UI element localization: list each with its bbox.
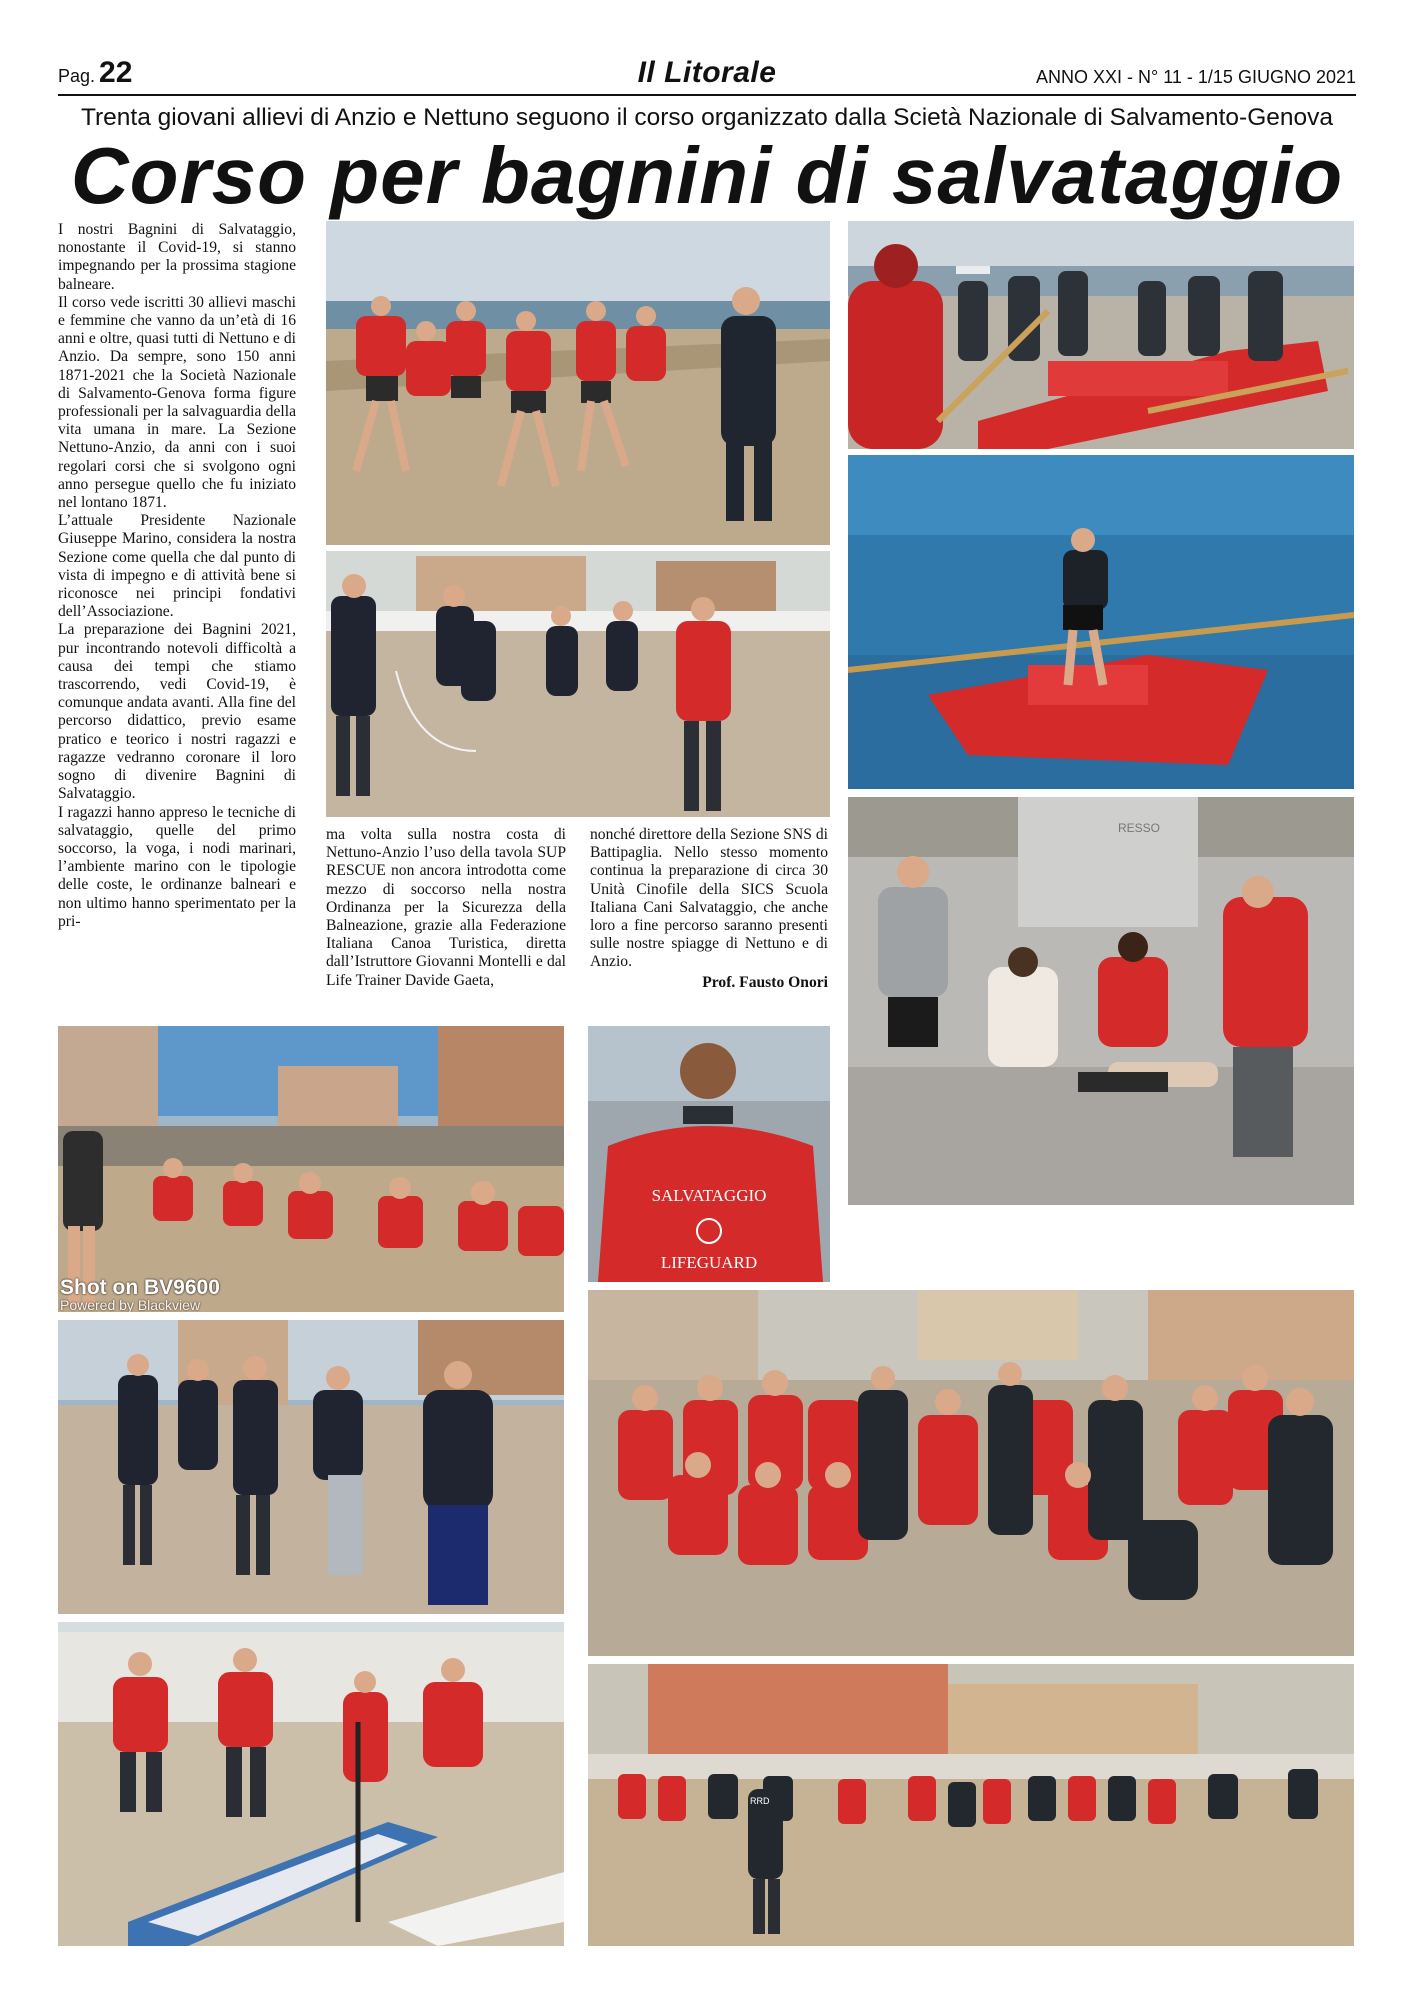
paragraph: Il corso vede iscritti 30 allievi maschi e femmine che vanno da un’età di 16 anni e oltre, quasi tutti di Nettuno e di Anzio. Da sempre, sono 150 anni 1871-2021 che la Società Nazionale di Salvamento-Genova forma figure professionali per la salvaguardia della vita umana in mare. La Sezione Nettuno-Anzio, da anni con i suoi regolari corsi che si svolgono ogni anno persegue quello che fu iniziato nel lontano 1871.: [58, 293, 296, 512]
photo-students-circle-beach: [588, 1664, 1354, 1946]
photo-lifeguard-sweatshirt: [588, 1026, 830, 1282]
paragraph: nonché direttore della Sezione SNS di Battipaglia. Nello stesso momento continua la preparazione di circa 30 Unità Cinofile della SICS Scuola Italiana Cani Salvataggio, che anche loro a fine percorso saranno presenti sulle nostre spiagge di Nettuno e di Anzio.: [590, 826, 828, 971]
article-column-2: [326, 826, 566, 1016]
photo-student-on-rescue-boat-sea: [848, 455, 1354, 789]
photo-group-portrait: [588, 1290, 1354, 1656]
sweatshirt-text-bottom: LIFEGUARD: [660, 1253, 758, 1272]
photo-students-practicing-knots: [58, 1320, 564, 1614]
paragraph: ma volta sulla nostra costa di Nettuno-Anzio l’uso della tavola SUP RESCUE non ancora introdotta come mezzo di soccorso nella nostra Ordinanza per la Sicurezza della Balneazione, grazie alla Federazione Italiana Canoa Turistica, diretta dall’Istruttore Giovanni Montelli e dal Life Trainer Davide Gaeta,: [326, 826, 566, 989]
paragraph: I nostri Bagnini di Salvataggio, nonostante il Covid-19, si stanno impegnando per la prossima stagione balneare.: [58, 221, 296, 293]
photo-group-with-ropes: [326, 551, 830, 817]
sweatshirt-text-top: SALVATAGGIO: [651, 1186, 767, 1205]
paragraph: L’attuale Presidente Nazionale Giuseppe Marino, considera la nostra Sezione come quella che dal punto di vista di impegno e di attività bene si riconosce nei principi fondativi dell’Associazione.: [58, 512, 296, 621]
article-column-3: [590, 826, 828, 1016]
masthead: Il Litorale: [637, 56, 777, 89]
article-headline: Corso per bagnini di salvataggio: [70, 131, 1344, 220]
article-column-1: [58, 221, 296, 1011]
awning-text: RESSO: [1118, 821, 1161, 835]
author-signature: Prof. Fausto Onori: [702, 973, 828, 991]
wetsuit-text: RRD: [750, 1796, 770, 1806]
photo-students-running-beach: [326, 221, 830, 545]
paragraph: La preparazione dei Bagnini 2021, pur incontrando notevoli difficoltà a causa dei tempi che stiamo trascorrendo, vedi Covid-19, è comunque andata avanti. Alla fine del percorso didattico, previo esame pratico e teorico i nostri ragazzi e ragazze vedranno coronare il loro sogno di divenire Bagnini di Salvataggio.: [58, 621, 296, 803]
article-kicker: Trenta giovani allievi di Anzio e Nettuno seguono il corso organizzato dalla Scietà Nazionale di Salvamento-Genova: [80, 104, 1334, 131]
issue-info: ANNO XXI - N° 11 - 1/15 GIUGNO 2021: [1036, 67, 1356, 87]
page-number: Pag. 22: [58, 56, 133, 89]
camera-watermark: Shot on BV9600 Powered by Blackview: [60, 1276, 220, 1312]
photo-students-seated-beach: [58, 1026, 564, 1312]
photo-cpr-demonstration: [848, 797, 1354, 1205]
paragraph: I ragazzi hanno appreso le tecniche di salvataggio, quelle del primo soccorso, la voga, i nodi marinari, l’ambiente marino con le tipologie delle coste, le ordinanze balneari e non ultimo hanno sperimentato per la pri-: [58, 803, 296, 930]
photo-instructor-rescue-boat: [848, 221, 1354, 449]
photo-sup-rescue-boards: [58, 1622, 564, 1946]
page-header: [58, 56, 1356, 96]
